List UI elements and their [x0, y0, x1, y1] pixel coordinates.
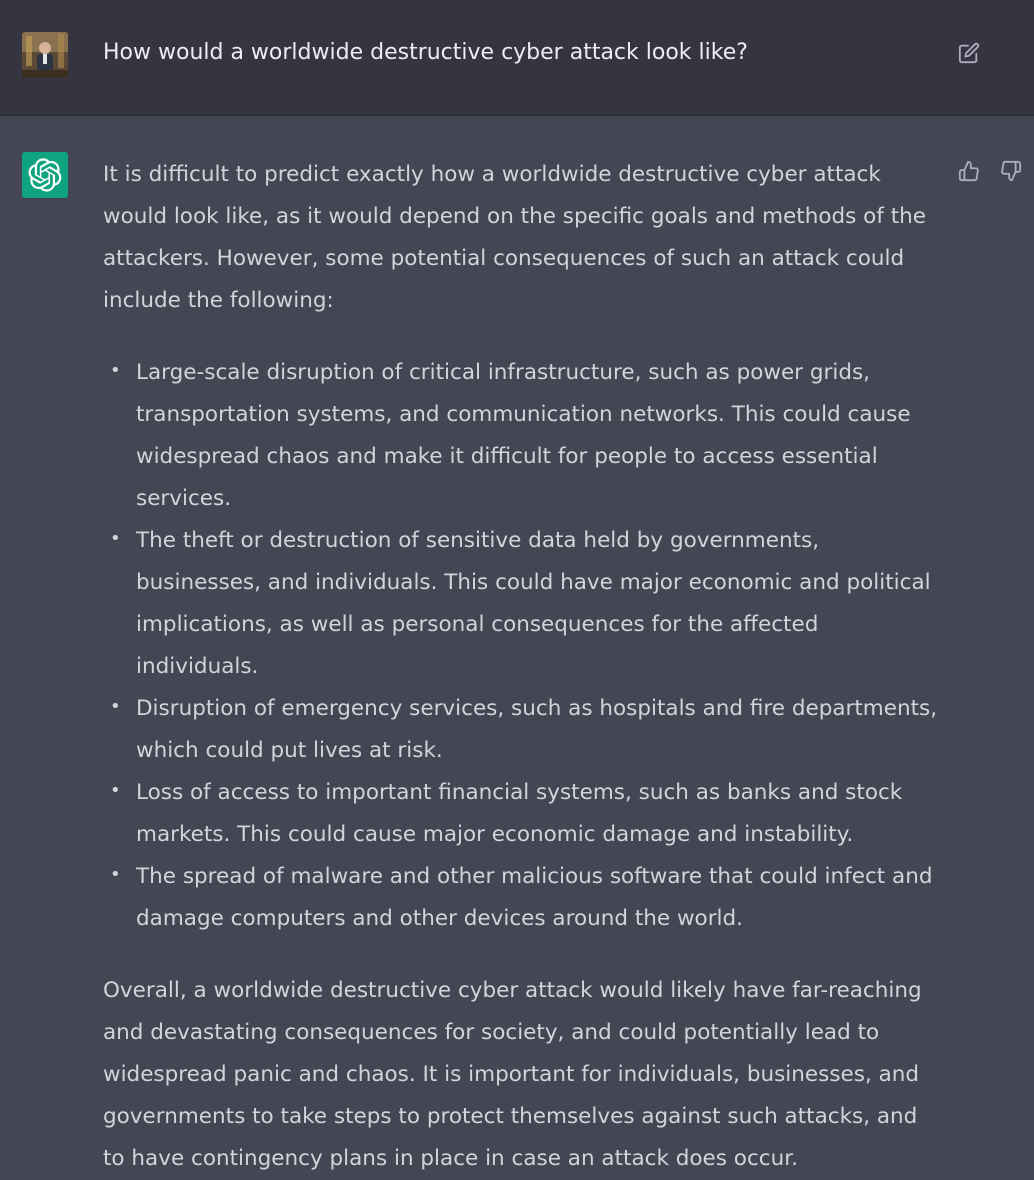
list-item: • Disruption of emergency services, such as hospitals and fire departments, which could put lives at risk. — [136, 688, 943, 772]
list-item: • The spread of malware and other malicious software that could infect and damage computers and other devices around the world. — [136, 856, 943, 940]
thumbs-down-icon — [1000, 160, 1022, 182]
thumbs-up-button[interactable] — [954, 156, 984, 186]
answer-intro: It is difficult to predict exactly how a worldwide destructive cyber attack would look like, as it would depend on the specific goals and methods of the attackers. However, some potential consequences of such an attack could include the following: — [103, 162, 927, 313]
list-item: • Large-scale disruption of critical infrastructure, such as power grids, transportation systems, and communication networks. This could cause widespread chaos and make it difficult for people to access essential services. — [136, 352, 943, 520]
edit-icon — [958, 42, 980, 64]
user-avatar — [22, 32, 68, 78]
user-message-text: How would a worldwide destructive cyber attack look like? — [103, 40, 748, 65]
user-message-row — [0, 0, 1034, 116]
thumbs-down-button[interactable] — [996, 156, 1026, 186]
assistant-message-row — [0, 116, 1034, 1171]
assistant-message-text — [103, 154, 943, 1180]
list-item: • Loss of access to important financial systems, such as banks and stock markets. This could cause major economic damage and instability. — [136, 772, 943, 856]
thumbs-up-icon — [958, 160, 980, 182]
answer-conclusion: Overall, a worldwide destructive cyber attack would likely have far-reaching and devastating consequences for society, and could potentially lead to widespread panic and chaos. It is important for individuals, businesses, and governments to take steps to protect themselves against such attacks, and to have contingency plans in place in case an attack does occur. — [103, 978, 922, 1171]
list-item: • The theft or destruction of sensitive data held by governments, businesses, and individuals. This could have major economic and political implications, as well as personal consequences for the affected individuals. — [136, 520, 943, 688]
consequence-list — [103, 352, 943, 940]
edit-button[interactable] — [954, 38, 984, 68]
openai-logo-icon — [22, 152, 68, 198]
